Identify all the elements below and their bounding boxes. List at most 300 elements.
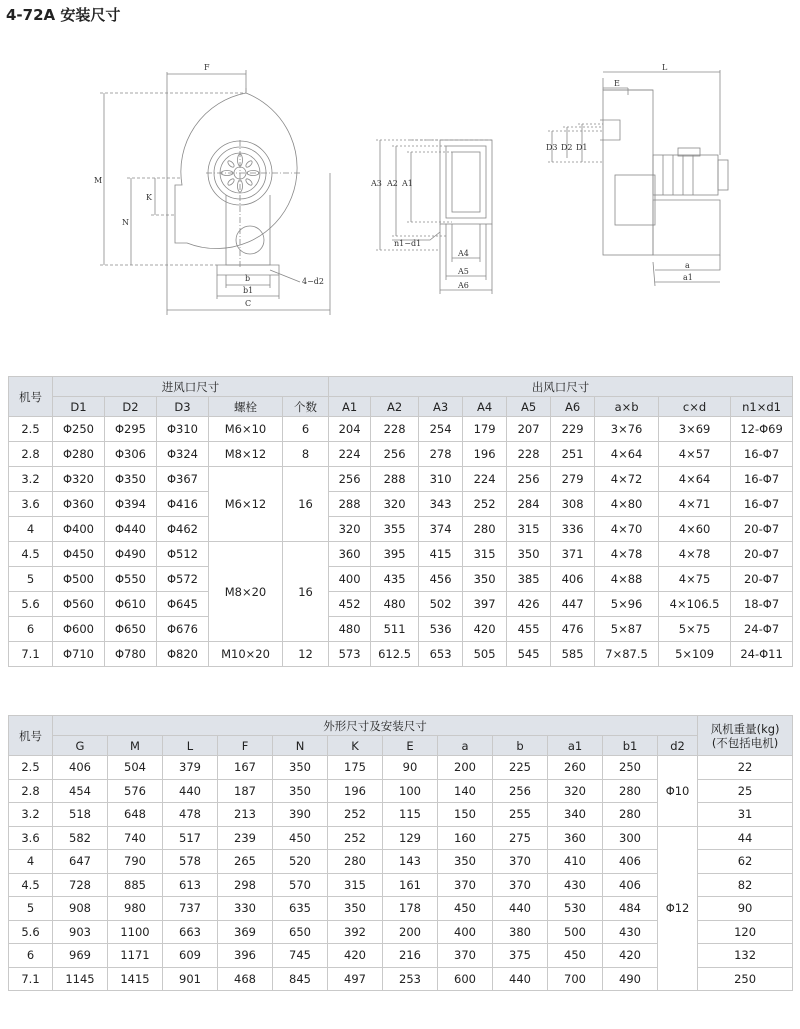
table-cell: 16-Φ7 [731, 467, 793, 492]
table-cell: M6×12 [209, 467, 283, 542]
col-header: A3 [419, 397, 463, 417]
table-row [9, 467, 793, 492]
col-header: b1 [603, 736, 658, 756]
col-machine-no: 机号 [9, 377, 53, 417]
table-cell: 505 [463, 642, 507, 667]
col-header: n1×d1 [731, 397, 793, 417]
table-cell: 280 [603, 779, 658, 803]
inlet-outlet-dimensions-table [8, 376, 793, 667]
table-cell: Φ416 [157, 492, 209, 517]
table-cell: 4×64 [659, 467, 731, 492]
table-cell: 397 [463, 592, 507, 617]
table-cell: 406 [603, 850, 658, 874]
table-cell: 7.1 [9, 642, 53, 667]
table-cell: 3.6 [9, 826, 53, 850]
label-A6: A6 [458, 281, 469, 290]
table-cell: 653 [419, 642, 463, 667]
label-C: C [245, 299, 252, 308]
table-cell: 4×75 [659, 567, 731, 592]
table-row [9, 642, 793, 667]
table-cell: Φ780 [105, 642, 157, 667]
table-cell: 406 [53, 756, 108, 780]
table-cell: 420 [603, 944, 658, 968]
table-cell: 440 [493, 897, 548, 921]
table-cell: 400 [438, 920, 493, 944]
table-cell: 737 [163, 897, 218, 921]
table-cell: 4×64 [595, 442, 659, 467]
table-cell: 252 [328, 803, 383, 827]
table-cell: 160 [438, 826, 493, 850]
col-header: G [53, 736, 108, 756]
table-cell: Φ462 [157, 517, 209, 542]
col-header: a×b [595, 397, 659, 417]
table-cell: 320 [329, 517, 371, 542]
table-cell: Φ310 [157, 417, 209, 442]
table-cell: 885 [108, 873, 163, 897]
d2-cell: Φ10 [658, 756, 698, 827]
table-row [9, 826, 793, 850]
col-header: K [328, 736, 383, 756]
table-cell: 340 [548, 803, 603, 827]
table-cell: 82 [698, 873, 793, 897]
table-cell: 132 [698, 944, 793, 968]
col-header: F [218, 736, 273, 756]
table-cell: 609 [163, 944, 218, 968]
table-cell: 350 [273, 756, 328, 780]
table-cell: 265 [218, 850, 273, 874]
col-header: a [438, 736, 493, 756]
table-cell: 350 [463, 567, 507, 592]
table-cell: Φ295 [105, 417, 157, 442]
table-cell: 426 [507, 592, 551, 617]
table-cell: 6 [9, 944, 53, 968]
table-cell: 143 [383, 850, 438, 874]
table-cell: 207 [507, 417, 551, 442]
table-cell: 288 [371, 467, 419, 492]
table-cell: 256 [371, 442, 419, 467]
table-cell: 284 [507, 492, 551, 517]
table-cell: 90 [383, 756, 438, 780]
table-cell: 573 [329, 642, 371, 667]
table-cell: 450 [438, 897, 493, 921]
label-F: F [204, 63, 210, 72]
table-cell: 4 [9, 850, 53, 874]
outlet-view-drawing [376, 140, 492, 294]
col-header: b [493, 736, 548, 756]
table-cell: Φ450 [53, 542, 105, 567]
table-cell: 44 [698, 826, 793, 850]
table-cell: 2.5 [9, 417, 53, 442]
table-cell: 253 [383, 967, 438, 991]
table-cell: 12 [283, 642, 329, 667]
table-cell: 90 [698, 897, 793, 921]
table-cell: Φ367 [157, 467, 209, 492]
table-cell: 370 [493, 850, 548, 874]
table-cell: 350 [438, 850, 493, 874]
table-cell: 315 [507, 517, 551, 542]
table-cell: 406 [603, 873, 658, 897]
table-cell: 62 [698, 850, 793, 874]
col-header: D1 [53, 397, 105, 417]
table-cell: 410 [548, 850, 603, 874]
table-cell: 612.5 [371, 642, 419, 667]
table-cell: 517 [163, 826, 218, 850]
table-cell: 635 [273, 897, 328, 921]
table-cell: 480 [371, 592, 419, 617]
table-cell: 350 [328, 897, 383, 921]
table-cell: 279 [551, 467, 595, 492]
table-row [9, 592, 793, 617]
label-A2: A2 [387, 179, 398, 188]
table-cell: 315 [463, 542, 507, 567]
table-cell: 275 [493, 826, 548, 850]
table-cell: 280 [463, 517, 507, 542]
table-cell: 178 [383, 897, 438, 921]
table-cell: 20-Φ7 [731, 567, 793, 592]
label-a: a [685, 261, 690, 270]
label-E: E [614, 79, 620, 88]
label-L: L [662, 63, 668, 72]
table-cell: Φ560 [53, 592, 105, 617]
table-cell: 4×57 [659, 442, 731, 467]
table-cell: 452 [329, 592, 371, 617]
col-header: d2 [658, 736, 698, 756]
table-cell: 585 [551, 642, 595, 667]
table-cell: 435 [371, 567, 419, 592]
table-cell: 225 [493, 756, 548, 780]
table-cell: 570 [273, 873, 328, 897]
table-cell: Φ600 [53, 617, 105, 642]
table-cell: 3×76 [595, 417, 659, 442]
table-cell: 728 [53, 873, 108, 897]
table-cell: 216 [383, 944, 438, 968]
table-row [9, 567, 793, 592]
table-cell: 450 [273, 826, 328, 850]
table-cell: 4×106.5 [659, 592, 731, 617]
table-cell: 480 [329, 617, 371, 642]
table-cell: 4×80 [595, 492, 659, 517]
table-cell: Φ550 [105, 567, 157, 592]
table-cell: 3×69 [659, 417, 731, 442]
table-cell: Φ610 [105, 592, 157, 617]
table-cell: 502 [419, 592, 463, 617]
weight-label: 风机重量(kg) [710, 721, 780, 736]
table-cell: 239 [218, 826, 273, 850]
table-cell: 650 [273, 920, 328, 944]
group-inlet: 进风口尺寸 [53, 377, 329, 397]
table-cell: 251 [551, 442, 595, 467]
table-cell: 406 [551, 567, 595, 592]
table-cell: 980 [108, 897, 163, 921]
table-cell: 901 [163, 967, 218, 991]
table-cell: 336 [551, 517, 595, 542]
table-cell: 2.5 [9, 756, 53, 780]
table-cell: 252 [328, 826, 383, 850]
table-cell: 518 [53, 803, 108, 827]
table-cell: 254 [419, 417, 463, 442]
table-cell: 175 [328, 756, 383, 780]
table-cell: Φ650 [105, 617, 157, 642]
col-header: M [108, 736, 163, 756]
table-cell: 250 [698, 967, 793, 991]
table-cell: 140 [438, 779, 493, 803]
col-header: a1 [548, 736, 603, 756]
table-cell: 2.8 [9, 442, 53, 467]
table-cell: 278 [419, 442, 463, 467]
table-cell: 447 [551, 592, 595, 617]
table-cell: 420 [328, 944, 383, 968]
table-cell: 280 [328, 850, 383, 874]
table-cell: 179 [463, 417, 507, 442]
table-cell: 250 [603, 756, 658, 780]
col-header: A5 [507, 397, 551, 417]
table-cell: 129 [383, 826, 438, 850]
label-b: b [245, 274, 251, 283]
table-cell: 3.2 [9, 803, 53, 827]
table-cell: 4×88 [595, 567, 659, 592]
table-cell: 5.6 [9, 920, 53, 944]
table-cell: 504 [108, 756, 163, 780]
table-cell: 1171 [108, 944, 163, 968]
table-cell: 20-Φ7 [731, 542, 793, 567]
table-cell: Φ320 [53, 467, 105, 492]
table-cell: Φ820 [157, 642, 209, 667]
table-cell: 161 [383, 873, 438, 897]
table-cell: 396 [218, 944, 273, 968]
table-cell: 908 [53, 897, 108, 921]
table-cell: Φ306 [105, 442, 157, 467]
table-cell: 520 [273, 850, 328, 874]
table-cell: 120 [698, 920, 793, 944]
table-cell: 4 [9, 517, 53, 542]
installation-drawings [0, 0, 800, 340]
table-cell: 6 [9, 617, 53, 642]
table-cell: 115 [383, 803, 438, 827]
table-cell: 315 [328, 873, 383, 897]
label-M: M [94, 176, 103, 185]
table-cell: 308 [551, 492, 595, 517]
label-A1: A1 [402, 179, 413, 188]
table-cell: 478 [163, 803, 218, 827]
table-cell: 1100 [108, 920, 163, 944]
table-cell: 350 [273, 779, 328, 803]
table-cell: 4×60 [659, 517, 731, 542]
table-cell: 578 [163, 850, 218, 874]
table-cell: Φ360 [53, 492, 105, 517]
weight-note: (不包括电机) [711, 735, 779, 750]
col-header: A4 [463, 397, 507, 417]
table-cell: Φ280 [53, 442, 105, 467]
outline-installation-dimensions-table [8, 715, 793, 991]
col-header: D3 [157, 397, 209, 417]
label-a1: a1 [683, 273, 693, 282]
table-cell: 385 [507, 567, 551, 592]
table-cell: 224 [463, 467, 507, 492]
table-cell: 12-Φ69 [731, 417, 793, 442]
table-cell: 252 [463, 492, 507, 517]
table-cell: 1415 [108, 967, 163, 991]
table-cell: Φ394 [105, 492, 157, 517]
table-cell: 490 [603, 967, 658, 991]
page-title: 4-72A 安装尺寸 [6, 6, 121, 24]
col-header: A2 [371, 397, 419, 417]
table-cell: Φ350 [105, 467, 157, 492]
label-K: K [146, 193, 152, 202]
table-cell: 196 [328, 779, 383, 803]
table-row [9, 417, 793, 442]
table-cell: 369 [218, 920, 273, 944]
label-D1: D1 [576, 143, 588, 152]
table-cell: Φ250 [53, 417, 105, 442]
table-cell: 7×87.5 [595, 642, 659, 667]
table-cell: 4.5 [9, 873, 53, 897]
table-cell: 497 [328, 967, 383, 991]
side-view-drawing [548, 70, 728, 286]
table-row [9, 617, 793, 642]
table-cell: 530 [548, 897, 603, 921]
col-machine-no: 机号 [9, 716, 53, 756]
table-row [9, 492, 793, 517]
col-header: 个数 [283, 397, 329, 417]
table-cell: 663 [163, 920, 218, 944]
table-cell: 260 [548, 756, 603, 780]
table-cell: 5×87 [595, 617, 659, 642]
table-cell: 582 [53, 826, 108, 850]
table-cell: M8×12 [209, 442, 283, 467]
table-cell: 355 [371, 517, 419, 542]
table-cell: 613 [163, 873, 218, 897]
label-4-d2: 4−d2 [302, 277, 325, 286]
table-cell: 440 [493, 967, 548, 991]
table-cell: 476 [551, 617, 595, 642]
table-cell: 8 [283, 442, 329, 467]
table-cell: 5×109 [659, 642, 731, 667]
table-cell: 167 [218, 756, 273, 780]
table-cell: 648 [108, 803, 163, 827]
table-cell: 3.2 [9, 467, 53, 492]
label-N: N [122, 218, 129, 227]
table-cell: 468 [218, 967, 273, 991]
table-cell: Φ645 [157, 592, 209, 617]
table-cell: 5×96 [595, 592, 659, 617]
table-cell: 16 [283, 542, 329, 642]
table-cell: 255 [493, 803, 548, 827]
table-cell: 31 [698, 803, 793, 827]
table-cell: 16 [283, 467, 329, 542]
table-cell: Φ500 [53, 567, 105, 592]
table-cell: 395 [371, 542, 419, 567]
table-cell: 400 [329, 567, 371, 592]
table-cell: 4×70 [595, 517, 659, 542]
table-cell: Φ512 [157, 542, 209, 567]
table-cell: Φ400 [53, 517, 105, 542]
table-cell: 370 [438, 873, 493, 897]
table-cell: 4×71 [659, 492, 731, 517]
table-cell: 371 [551, 542, 595, 567]
table-cell: 320 [548, 779, 603, 803]
table-cell: M8×20 [209, 542, 283, 642]
table-cell: 187 [218, 779, 273, 803]
table-cell: 298 [218, 873, 273, 897]
table-cell: 392 [328, 920, 383, 944]
table-cell: 2.8 [9, 779, 53, 803]
table-cell: 22 [698, 756, 793, 780]
table-cell: 745 [273, 944, 328, 968]
table-cell: 360 [329, 542, 371, 567]
table-cell: 4.5 [9, 542, 53, 567]
col-header: E [383, 736, 438, 756]
table-cell: 576 [108, 779, 163, 803]
table-cell: 455 [507, 617, 551, 642]
table-cell: 256 [329, 467, 371, 492]
table-cell: 390 [273, 803, 328, 827]
table-cell: 545 [507, 642, 551, 667]
col-header: A1 [329, 397, 371, 417]
table-cell: 16-Φ7 [731, 492, 793, 517]
table-cell: M10×20 [209, 642, 283, 667]
table-cell: 320 [371, 492, 419, 517]
table-row [9, 542, 793, 567]
table-cell: 204 [329, 417, 371, 442]
table-cell: 4×72 [595, 467, 659, 492]
col-header: N [273, 736, 328, 756]
group-outlet: 出风口尺寸 [329, 377, 793, 397]
table-cell: 224 [329, 442, 371, 467]
col-header: D2 [105, 397, 157, 417]
table-row [9, 756, 793, 780]
table-cell: 5×75 [659, 617, 731, 642]
table-cell: 484 [603, 897, 658, 921]
table-cell: 229 [551, 417, 595, 442]
table-cell: 24-Φ7 [731, 617, 793, 642]
table-cell: 5 [9, 567, 53, 592]
table-cell: Φ710 [53, 642, 105, 667]
table-cell: 374 [419, 517, 463, 542]
group-outline: 外形尺寸及安装尺寸 [53, 716, 698, 736]
table-cell: 375 [493, 944, 548, 968]
table-cell: Φ490 [105, 542, 157, 567]
table-cell: Φ440 [105, 517, 157, 542]
table-row [9, 442, 793, 467]
table-cell: 903 [53, 920, 108, 944]
table-cell: 536 [419, 617, 463, 642]
col-header: A6 [551, 397, 595, 417]
table-cell: 420 [463, 617, 507, 642]
table-cell: 4×78 [595, 542, 659, 567]
table-cell: 6 [283, 417, 329, 442]
table-cell: 228 [371, 417, 419, 442]
label-D2: D2 [561, 143, 573, 152]
label-D3: D3 [546, 143, 558, 152]
table-cell: 430 [603, 920, 658, 944]
table-cell: 256 [493, 779, 548, 803]
table-cell: 845 [273, 967, 328, 991]
table-cell: 3.6 [9, 492, 53, 517]
table-cell: 7.1 [9, 967, 53, 991]
d2-cell: Φ12 [658, 826, 698, 991]
front-view-drawing [100, 70, 330, 315]
table-cell: 456 [419, 567, 463, 592]
label-A3: A3 [371, 179, 382, 188]
table-cell: 100 [383, 779, 438, 803]
table-cell: 700 [548, 967, 603, 991]
table-cell: 500 [548, 920, 603, 944]
label-n1-d1: n1−d1 [394, 239, 422, 248]
label-A5: A5 [458, 267, 469, 276]
table-cell: 256 [507, 467, 551, 492]
table-cell: 350 [507, 542, 551, 567]
table-row [9, 517, 793, 542]
